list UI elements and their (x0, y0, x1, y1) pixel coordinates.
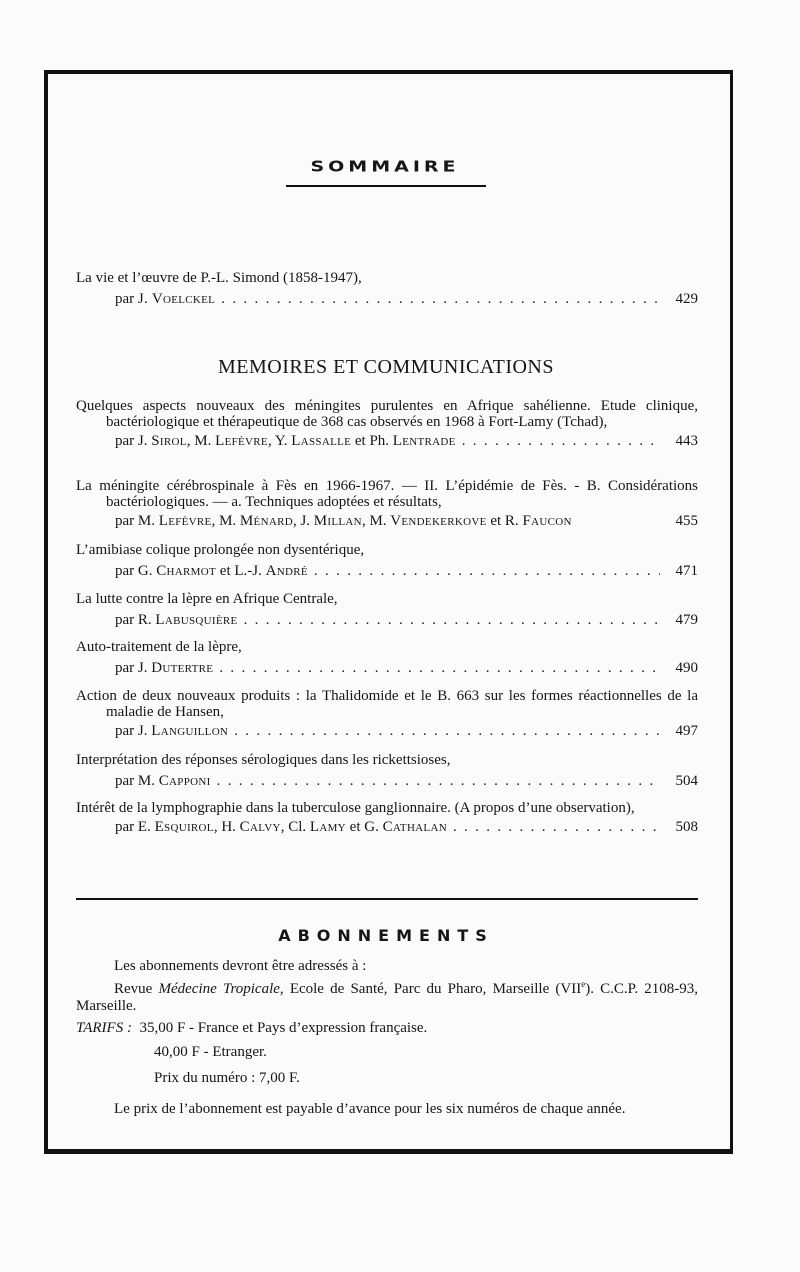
page-number: 504 (675, 773, 698, 789)
toc-entry-byline (76, 773, 698, 791)
page-number: 443 (675, 433, 698, 449)
page-number: 455 (675, 513, 698, 529)
byline-prefix: par (115, 563, 135, 579)
toc-entry-byline (76, 291, 698, 309)
title-underline (286, 185, 486, 187)
tarifs-row (76, 1020, 427, 1037)
toc-entry (76, 800, 698, 837)
dot-leader (234, 723, 660, 739)
byline-prefix: par (115, 773, 135, 789)
tarif-etranger: 40,00 F - Etranger. (154, 1044, 267, 1060)
toc-entry-byline (76, 612, 698, 630)
page-number: 479 (675, 612, 698, 628)
toc-entry (76, 688, 698, 741)
page-number: 508 (675, 819, 698, 835)
toc-entry-title: Interprétation des réponses sérologiques dans les rickettsioses, (76, 752, 451, 768)
byline-authors: R. Labusquière (137, 612, 238, 628)
toc-entry-byline (76, 819, 698, 837)
page-title: SOMMAIRE (310, 158, 460, 176)
toc-entry (76, 591, 698, 630)
toc-entry-byline (76, 660, 698, 678)
page-number: 490 (675, 660, 698, 676)
byline-prefix: par (115, 612, 135, 628)
toc-entry-byline (76, 513, 698, 531)
toc-entry-byline (76, 563, 698, 581)
dot-leader (462, 433, 660, 449)
abonnements-title: ABONNEMENTS (278, 926, 494, 945)
byline-authors: J. Languillon (137, 723, 229, 739)
tarifs-label: TARIFS : (76, 1020, 132, 1036)
dot-leader (219, 660, 660, 676)
payment-note: Le prix de l’abonnement est payable d’avance pour les six numéros de chaque année. (114, 1101, 626, 1117)
byline-prefix: par (115, 723, 135, 739)
byline-prefix: par (115, 660, 135, 676)
toc-entry (76, 752, 698, 791)
dot-leader (453, 819, 660, 835)
toc-entry-title: Quelques aspects nouveaux des méningites purulentes en Afrique sahélienne. Etude clinique, bactériologique et thérapeutique de 368 cas observés en 1968 à Fort-Lamy (Tchad), (76, 398, 698, 430)
byline-prefix: par (115, 513, 135, 529)
dot-leader (221, 291, 660, 307)
abonnements-intro: Les abonnements devront être adressés à : (114, 958, 367, 974)
toc-entry (76, 398, 698, 451)
dot-leader (217, 773, 660, 789)
toc-entry (76, 639, 698, 678)
byline-authors: J. Voelckel (137, 291, 216, 307)
dot-leader (314, 563, 660, 579)
tarif-france: 35,00 F - France et Pays d’expression française. (139, 1020, 428, 1036)
byline-authors: M. Lefèvre, M. Ménard, J. Millan, M. Vendekerkove et R. Faucon (137, 513, 572, 529)
byline-prefix: par (115, 819, 135, 835)
toc-entry-title: La vie et l’œuvre de P.-L. Simond (1858-1947), (76, 270, 362, 286)
byline-authors: J. Dutertre (137, 660, 214, 676)
byline-authors: G. Charmot et L.-J. André (137, 563, 308, 579)
toc-entry-title: Action de deux nouveaux produits : la Thalidomide et le B. 663 sur les formes réactionnelles de la maladie de Hansen, (76, 688, 698, 720)
byline-authors: J. Sirol, M. Lefèvre, Y. Lassalle et Ph. Lentrade (137, 433, 456, 449)
toc-entry-intro (76, 270, 698, 309)
byline-authors: M. Capponi (137, 773, 211, 789)
toc-entry-title: Intérêt de la lymphographie dans la tuberculose ganglionnaire. (A propos d’une observation), (76, 800, 635, 816)
toc-entry-byline (76, 723, 698, 741)
page-number: 497 (675, 723, 698, 739)
page-number: 471 (675, 563, 698, 579)
byline-prefix: par (115, 291, 135, 307)
dot-leader (244, 612, 660, 628)
toc-entry-title: La méningite cérébrospinale à Fès en 1966-1967. — II. L’épidémie de Fès. - B. Considérations bactériologiques. — a. Techniques adoptées et résultats, (76, 478, 698, 510)
byline-authors: E. Esquirol, H. Calvy, Cl. Lamy et G. Cathalan (137, 819, 447, 835)
toc-entry-title: Auto-traitement de la lèpre, (76, 639, 242, 655)
toc-entry-byline (76, 433, 698, 451)
section-heading: MEMOIRES ET COMMUNICATIONS (218, 356, 554, 378)
section-divider (76, 898, 698, 900)
page-number: 429 (675, 291, 698, 307)
toc-entry (76, 478, 698, 531)
toc-entry-title: La lutte contre la lèpre en Afrique Centrale, (76, 591, 338, 607)
byline-prefix: par (115, 433, 135, 449)
prix-numero: Prix du numéro : 7,00 F. (154, 1070, 300, 1086)
toc-entry-title: L’amibiase colique prolongée non dysentérique, (76, 542, 365, 558)
toc-entry (76, 542, 698, 581)
abonnements-address: Revue Médecine Tropicale, Ecole de Santé, Parc du Pharo, Marseille (VIIe). C.C.P. 2108-93, Marseille. (76, 979, 698, 1014)
